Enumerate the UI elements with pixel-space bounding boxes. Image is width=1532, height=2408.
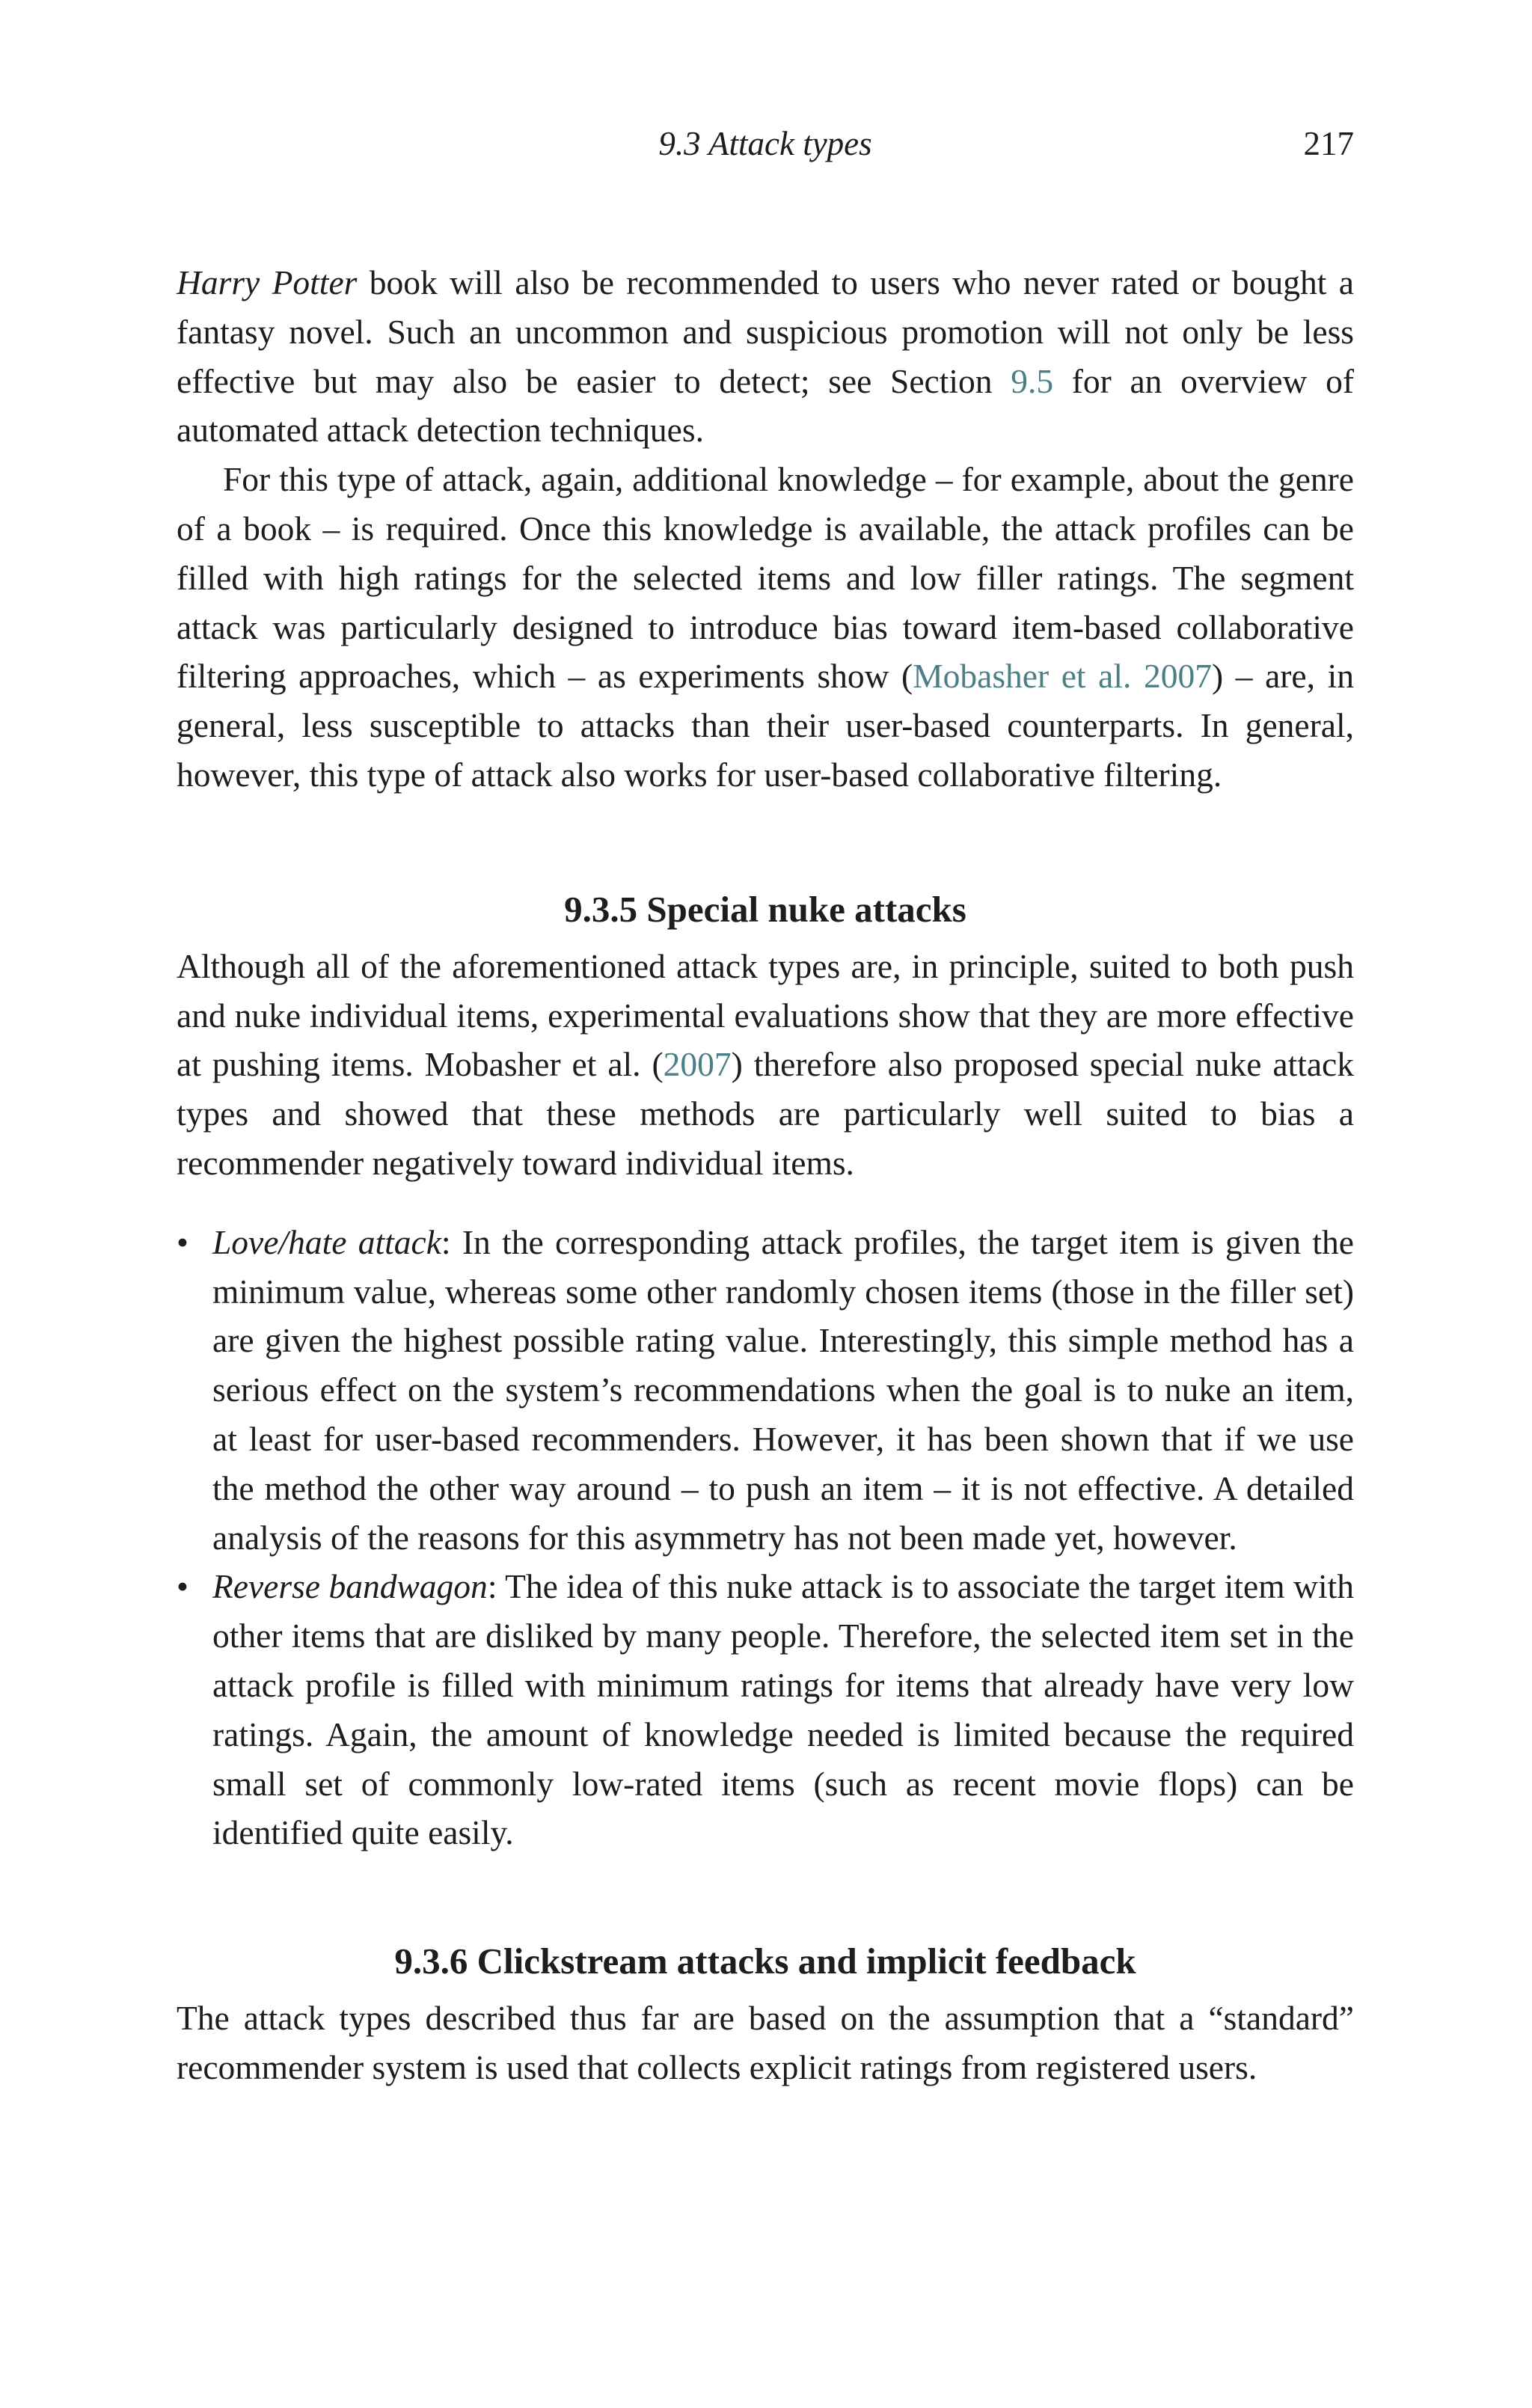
paragraph-segment-attack [177, 455, 1354, 800]
bullet-icon: • [177, 1567, 189, 1606]
list-item-term: Love/hate attack [212, 1222, 441, 1261]
paragraph-text: ) therefore also proposed special nuke attack types and showed that these methods are particularly well suited to bias a recommender negatively toward individual items. [177, 1045, 1354, 1182]
bullet-icon: • [177, 1222, 189, 1261]
nuke-attack-list [177, 1218, 1354, 1857]
paragraph-text: For this type of attack, again, additional knowledge – for example, about the genre of a book – is required. Once this knowledge is available, the attack profiles can be filled with high ratings for the selected items and low filler ratings. The segment attack was particularly designed to introduce bias toward item-based collaborative filtering approaches, which – as experiments show ( [177, 460, 1354, 696]
section-heading-clickstream-attacks: 9.3.6 Clickstream attacks and implicit feedback [394, 1940, 1136, 1982]
citation-link[interactable]: Mobasher et al. 2007 [913, 657, 1212, 696]
paragraph-text: for an overview of automated attack detection techniques. [177, 361, 1354, 450]
paragraph-clickstream-intro: The attack types described thus far are based on the assumption that a “standard” recommender system is used that collects explicit ratings from registered users. [177, 1999, 1354, 2086]
running-head [177, 124, 1354, 177]
section-cross-reference[interactable]: 9.5 [1011, 361, 1054, 400]
paragraph-text: book will also be recommended to users who never rated or bought a fantasy novel. Such an uncommon and suspicious promotion will not only be less effective but may also be easier to detect; see Section [177, 263, 1354, 400]
body-text [177, 258, 1354, 2092]
list-item-text: : In the corresponding attack profiles, the target item is given the minimum value, whereas some other randomly chosen items (those in the filler set) are given the highest possible rating value. Interestingly, this simple method has a serious effect on the system’s recommendations when the goal is to nuke an item, at least for user-based recommenders. However, it has been shown that if we use the method the other way around – to push an item – it is not effective. A detailed analysis of the reasons for this asymmetry has not been made yet, however. [212, 1222, 1354, 1557]
italic-title-harry-potter: Harry Potter [177, 263, 358, 301]
paragraph-text: ) – are, in general, less susceptible to attacks than their user-based counterparts. In general, however, this type of attack also works for user-based collaborative filtering. [177, 657, 1354, 794]
paragraph-nuke-intro [177, 942, 1354, 1188]
list-item-text: : The idea of this nuke attack is to associate the target item with other items that are disliked by many people. Therefore, the selected item set in the attack profile is filled with minimum ratings for items that already have very low ratings. Again, the amount of knowledge needed is limited because the required small set of commonly low-rated items (such as recent movie flops) can be identified quite easily. [212, 1567, 1355, 1852]
section-heading-special-nuke-attacks: 9.3.5 Special nuke attacks [564, 888, 966, 930]
list-item-term: Reverse bandwagon [212, 1567, 488, 1606]
page-number: 217 [1303, 125, 1354, 162]
list-item-love-hate-attack [177, 1218, 1354, 1563]
list-item-reverse-bandwagon [177, 1562, 1354, 1857]
paragraph-text: Although all of the aforementioned attack types are, in principle, suited to both push and nuke individual items, experimental evaluations show that they are more effective at pushing items. Mobasher et al. ( [177, 946, 1354, 1084]
citation-link[interactable]: 2007 [663, 1045, 732, 1084]
running-head-title: 9.3 Attack types [658, 125, 872, 162]
paragraph-continuation [177, 258, 1354, 455]
